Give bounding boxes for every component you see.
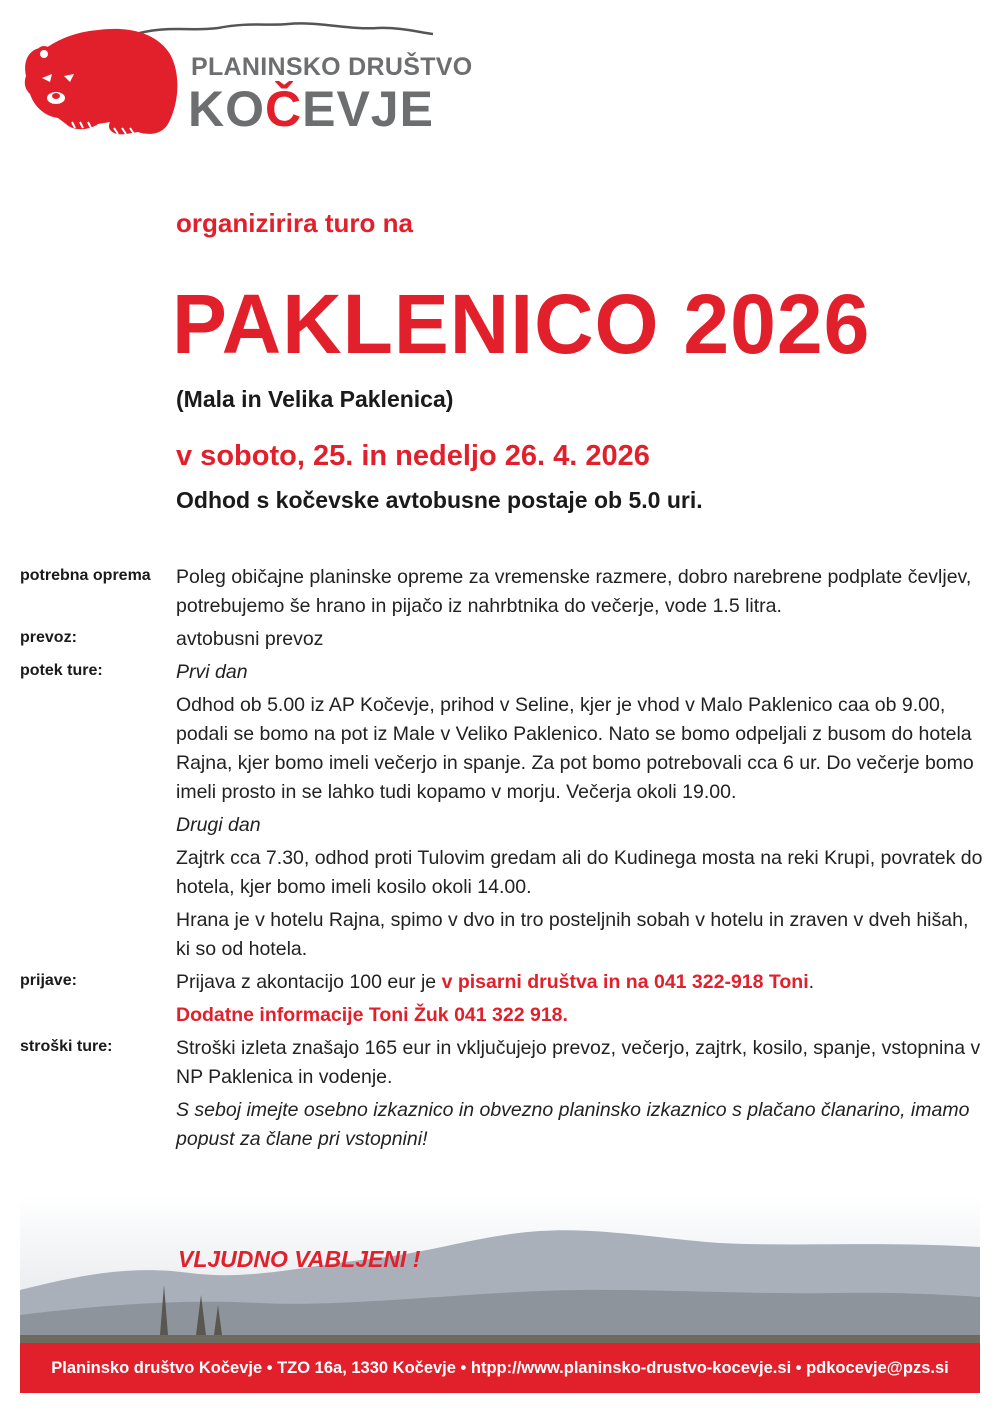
registration-suffix: .	[808, 971, 815, 993]
costs-note: S seboj imejte osebno izkaznico in obvezno planinsko izkaznico s plačano članarino, imamo popust za člane pri vstopnini!	[176, 1099, 970, 1150]
equipment-row	[20, 563, 985, 625]
departure-info: Odhod s kočevske avtobusne postaje ob 5.0 uri.	[176, 487, 703, 513]
organization-name-line1: PLANINSKO DRUŠTVO	[191, 53, 473, 81]
organization-name-part1: KO	[188, 81, 265, 137]
day2-text: Zajtrk cca 7.30, odhod proti Tulovim gredam ali do Kudinega mosta na reki Krupi, povratek do hotela, kjer bomo imeli kosilo okoli 14.00.	[176, 847, 983, 898]
equipment-text: Poleg običajne planinske opreme za vremenske razmere, dobro narebrene podplate čevljev, potrebujemo še hrano in pijačo iz nahrbtnika do večerje, vode 1.5 litra.	[176, 566, 972, 617]
day1-text: Odhod ob 5.00 iz AP Kočevje, prihod v Seline, kjer je vhod v Malo Paklenico caa ob 9.00, podali se bomo na pot iz Male v Veliko Paklenico. Nato se bomo odpeljali z busom do hotela Rajna, kjer bomo imeli večerjo in spanje. Za pot bomo potrebovali cca 6 ur. Do večerje bomo imeli prosto in se lahko tudi kopamo v morju. Večerja okoli 19.00.	[176, 694, 974, 803]
details-section	[20, 563, 985, 1158]
footer-bar: Planinsko društvo Kočevje • TZO 16a, 1330 Kočevje • htpp://www.planinsko-drustvo-kocevje.si • pdkocevje@pzs.si	[20, 1343, 980, 1393]
registration-text	[176, 968, 985, 997]
day1-title: Prvi dan	[176, 661, 248, 683]
organization-name-part2: Č	[265, 81, 303, 137]
page-title: PAKLENICO 2026	[172, 277, 871, 371]
welcome-text: VLJUDNO VABLJENI !	[178, 1246, 421, 1272]
event-date: v soboto, 25. in nedeljo 26. 4. 2026	[176, 440, 650, 472]
subtitle: (Mala in Velika Paklenica)	[176, 386, 454, 412]
costs-label: stroški ture:	[20, 1038, 113, 1055]
intro-text: organizirira turo na	[176, 208, 413, 238]
day2-title: Drugi dan	[176, 814, 261, 836]
mountain-landscape-image	[20, 1195, 980, 1345]
accommodation-text: Hrana je v hotelu Rajna, spimo v dvo in tro posteljnih sobah v hotelu in zraven v dveh hišah, ki so od hotela.	[176, 909, 969, 960]
costs-row	[20, 1034, 985, 1158]
organization-name-part3: EVJE	[302, 81, 434, 137]
registration-info: Dodatne informacije Toni Žuk 041 322 918.	[176, 1004, 568, 1026]
registration-row	[20, 968, 985, 1034]
registration-label: prijave:	[20, 972, 77, 989]
costs-text: Stroški izleta znašajo 165 eur in vključujejo prevoz, večerjo, zajtrk, kosilo, spanje, vstopnina v NP Paklenica in vodenje.	[176, 1037, 981, 1088]
transport-text: avtobusni prevoz	[176, 628, 324, 650]
transport-label: prevoz:	[20, 629, 77, 646]
registration-prefix: Prijava z akontacijo 100 eur je	[176, 971, 442, 993]
itinerary-row	[20, 658, 985, 968]
organization-name-line2	[188, 80, 434, 138]
equipment-label: potrebna oprema	[20, 567, 151, 584]
registration-highlight: v pisarni društva in na 041 322-918 Toni	[441, 971, 809, 993]
itinerary-label: potek ture:	[20, 662, 103, 679]
transport-row	[20, 625, 985, 658]
